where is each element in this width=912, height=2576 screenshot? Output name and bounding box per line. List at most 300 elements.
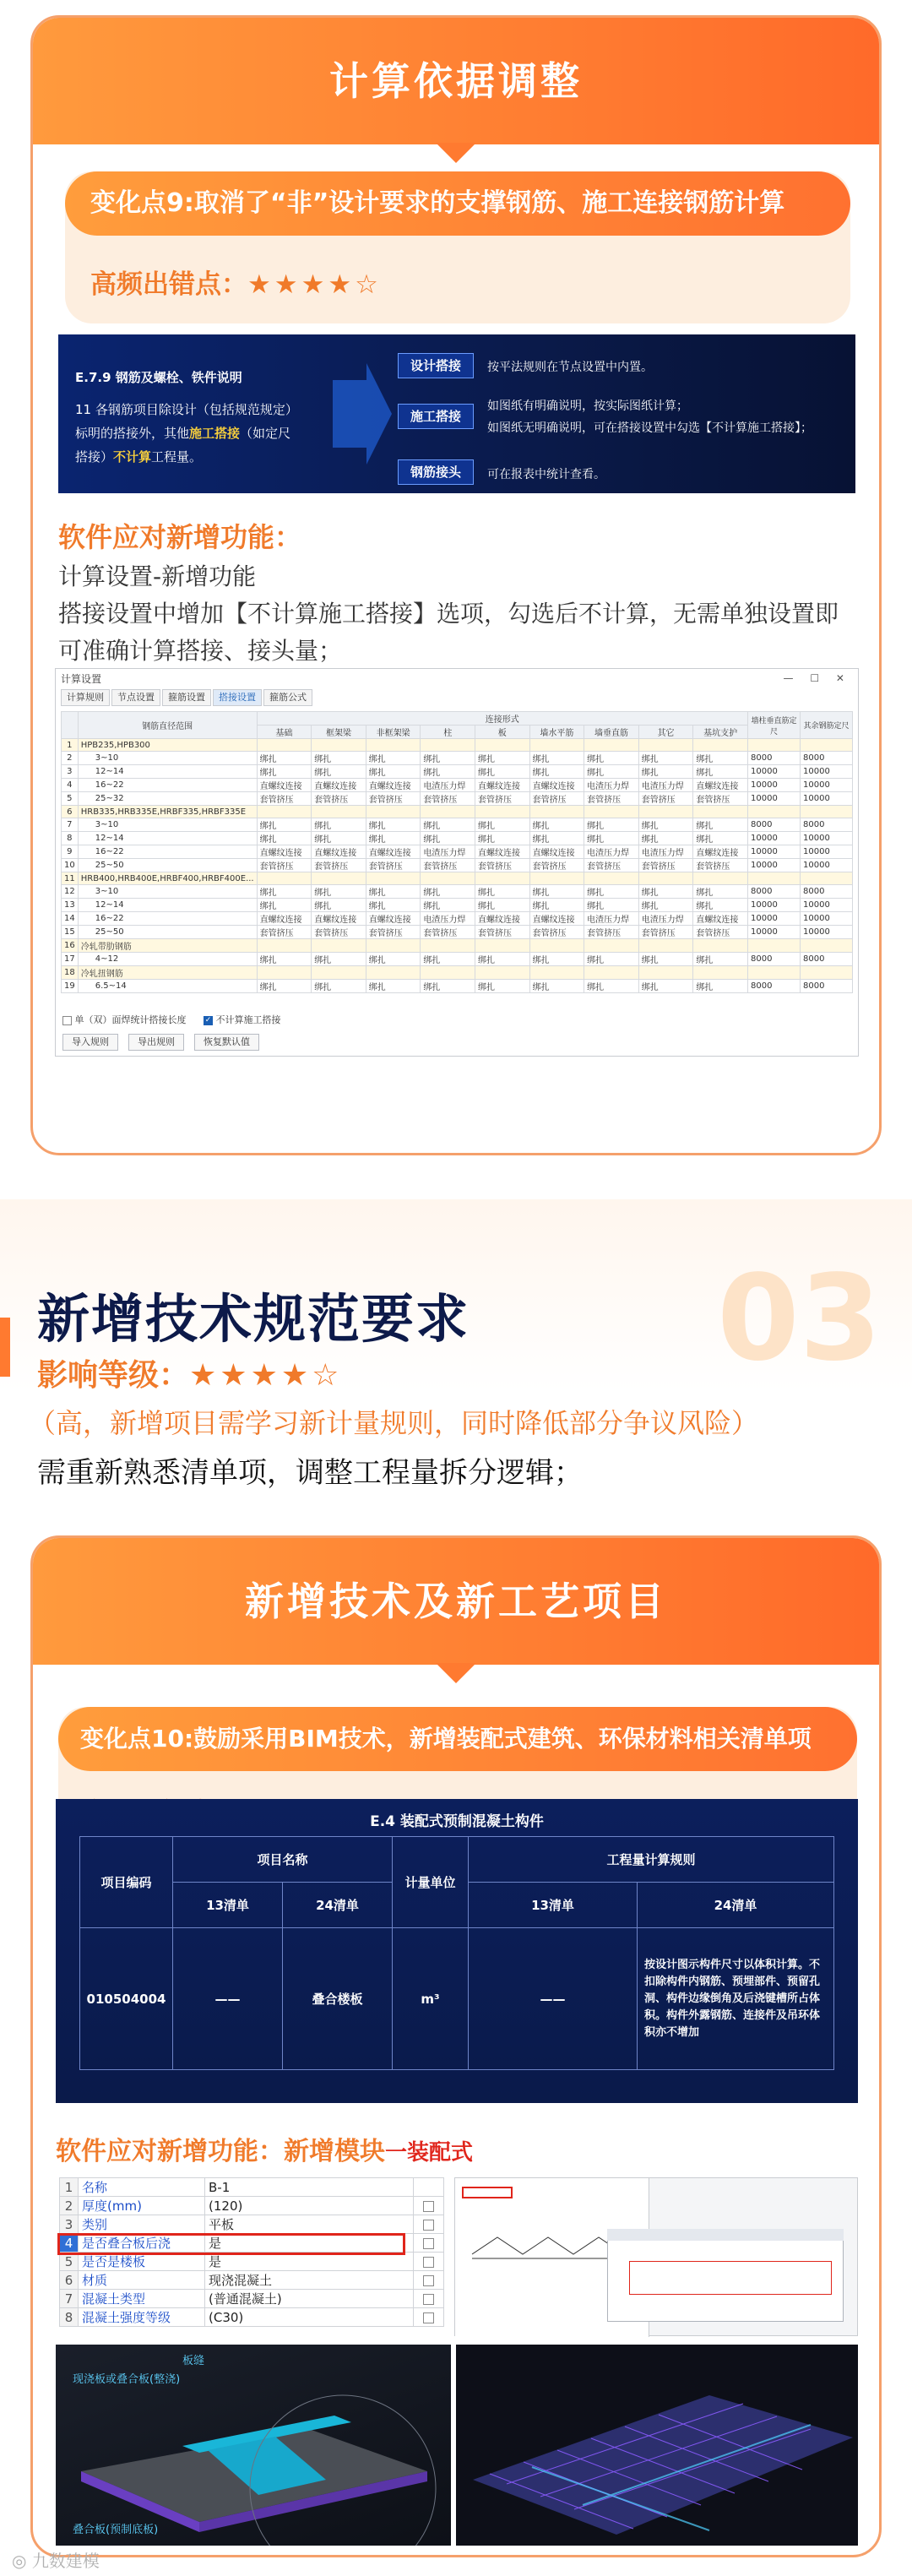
conn-cell[interactable]: 直螺纹连接 bbox=[312, 912, 366, 926]
conn-cell[interactable]: 绑扎 bbox=[693, 832, 748, 845]
conn-cell[interactable]: 电渣压力焊 bbox=[638, 779, 693, 792]
conn-cell[interactable] bbox=[475, 739, 529, 752]
conn-cell[interactable]: 绑扎 bbox=[693, 818, 748, 832]
conn-cell[interactable]: 直螺纹连接 bbox=[475, 845, 529, 859]
conn-cell[interactable] bbox=[584, 739, 639, 752]
conn-cell[interactable]: 绑扎 bbox=[475, 818, 529, 832]
tab-stirrup-formula[interactable]: 箍筋公式 bbox=[263, 689, 312, 706]
conn-cell[interactable]: 绑扎 bbox=[312, 885, 366, 899]
conn-cell[interactable] bbox=[529, 739, 584, 752]
conn-cell[interactable]: 绑扎 bbox=[584, 765, 639, 779]
conn-cell[interactable]: 绑扎 bbox=[366, 953, 421, 966]
conn-cell[interactable]: 绑扎 bbox=[475, 980, 529, 993]
conn-cell[interactable]: 套管挤压 bbox=[312, 926, 366, 939]
col-rule-13: 13清单 bbox=[469, 1883, 638, 1928]
conn-cell[interactable]: 电渣压力焊 bbox=[421, 779, 475, 792]
conn-cell[interactable] bbox=[693, 806, 748, 818]
conn-cell[interactable]: 套管挤压 bbox=[421, 859, 475, 872]
conn-cell[interactable]: 绑扎 bbox=[529, 752, 584, 765]
restore-defaults-button[interactable]: 恢复默认值 bbox=[194, 1034, 259, 1051]
change-point-pill: 变化点10:鼓励采用BIM技术，新增装配式建筑、环保材料相关清单项 bbox=[58, 1707, 857, 1771]
conn-cell[interactable]: 套管挤压 bbox=[257, 859, 312, 872]
conn-cell[interactable] bbox=[312, 966, 366, 980]
conn-cell[interactable]: 直螺纹连接 bbox=[693, 779, 748, 792]
conn-cell[interactable] bbox=[312, 872, 366, 885]
conn-cell[interactable]: 直螺纹连接 bbox=[257, 779, 312, 792]
col-conn-3: 柱 bbox=[421, 726, 475, 739]
stock-length-cell[interactable]: 8000 bbox=[801, 885, 853, 899]
row-number: 4 bbox=[60, 2234, 79, 2253]
stock-length-cell[interactable]: 8000 bbox=[801, 980, 853, 993]
property-checkbox[interactable] bbox=[414, 2197, 444, 2215]
stock-length-cell[interactable]: 8000 bbox=[748, 953, 801, 966]
conn-cell[interactable] bbox=[421, 806, 475, 818]
conn-cell[interactable] bbox=[638, 966, 693, 980]
conn-cell[interactable]: 绑扎 bbox=[366, 818, 421, 832]
conn-cell[interactable] bbox=[584, 806, 639, 818]
stock-length-cell[interactable]: 10000 bbox=[801, 859, 853, 872]
conn-cell[interactable]: 电渣压力焊 bbox=[421, 912, 475, 926]
stock-length-cell[interactable]: 8000 bbox=[801, 752, 853, 765]
grid-row bbox=[62, 779, 853, 792]
conn-cell[interactable]: 绑扎 bbox=[529, 765, 584, 779]
row-number: 11 bbox=[62, 872, 79, 885]
conn-cell[interactable] bbox=[366, 806, 421, 818]
conn-cell[interactable]: 绑扎 bbox=[475, 752, 529, 765]
conn-cell[interactable]: 绑扎 bbox=[584, 818, 639, 832]
conn-cell[interactable]: 绑扎 bbox=[366, 980, 421, 993]
property-name: 混凝土类型 bbox=[79, 2290, 205, 2308]
conn-cell[interactable]: 套管挤压 bbox=[366, 926, 421, 939]
conn-cell[interactable] bbox=[693, 939, 748, 953]
conn-cell[interactable]: 绑扎 bbox=[366, 752, 421, 765]
opt-double-weld[interactable]: 单（双）面焊统计搭接长度 bbox=[62, 1013, 187, 1026]
conn-cell[interactable] bbox=[529, 872, 584, 885]
conn-cell[interactable] bbox=[529, 939, 584, 953]
property-value[interactable]: (C30) bbox=[205, 2308, 414, 2327]
conn-cell[interactable]: 绑扎 bbox=[638, 899, 693, 912]
stock-length-cell[interactable]: 10000 bbox=[748, 792, 801, 806]
conn-cell[interactable]: 绑扎 bbox=[638, 953, 693, 966]
conn-cell[interactable] bbox=[638, 872, 693, 885]
conn-cell[interactable] bbox=[475, 806, 529, 818]
row-number: 15 bbox=[62, 926, 79, 939]
stock-length-cell[interactable] bbox=[801, 966, 853, 980]
conn-cell[interactable]: 绑扎 bbox=[475, 832, 529, 845]
conn-cell[interactable]: 套管挤压 bbox=[529, 859, 584, 872]
conn-cell[interactable] bbox=[257, 966, 312, 980]
conn-cell[interactable]: 绑扎 bbox=[312, 832, 366, 845]
stock-length-cell[interactable]: 10000 bbox=[801, 792, 853, 806]
conn-cell[interactable]: 套管挤压 bbox=[638, 792, 693, 806]
grade-group[interactable]: HRB335,HRB335E,HRBF335,HRBF335E bbox=[78, 806, 257, 818]
conn-cell[interactable]: 绑扎 bbox=[257, 752, 312, 765]
property-checkbox[interactable] bbox=[414, 2215, 444, 2234]
conn-cell[interactable]: 绑扎 bbox=[421, 980, 475, 993]
conn-cell[interactable]: 绑扎 bbox=[257, 818, 312, 832]
conn-cell[interactable]: 绑扎 bbox=[257, 980, 312, 993]
col-name-13: 13清单 bbox=[173, 1883, 283, 1928]
conn-cell[interactable]: 直螺纹连接 bbox=[693, 912, 748, 926]
conn-cell[interactable]: 电渣压力焊 bbox=[421, 845, 475, 859]
property-row bbox=[60, 2178, 444, 2197]
conn-cell[interactable]: 绑扎 bbox=[421, 899, 475, 912]
conn-cell[interactable]: 绑扎 bbox=[421, 953, 475, 966]
conn-cell[interactable]: 套管挤压 bbox=[693, 859, 748, 872]
conn-cell[interactable]: 绑扎 bbox=[693, 765, 748, 779]
grid-row bbox=[62, 939, 853, 953]
conn-cell[interactable] bbox=[638, 806, 693, 818]
conn-cell[interactable]: 绑扎 bbox=[693, 953, 748, 966]
conn-cell[interactable]: 绑扎 bbox=[584, 899, 639, 912]
conn-cell[interactable]: 绑扎 bbox=[693, 980, 748, 993]
conn-cell[interactable] bbox=[257, 872, 312, 885]
property-name: 厚度(mm) bbox=[79, 2197, 205, 2215]
conn-cell[interactable]: 绑扎 bbox=[638, 980, 693, 993]
conn-cell[interactable]: 绑扎 bbox=[529, 832, 584, 845]
row-number: 13 bbox=[62, 899, 79, 912]
conn-cell[interactable] bbox=[366, 872, 421, 885]
col-conn-8: 基坑支护 bbox=[693, 726, 748, 739]
conn-cell[interactable]: 绑扎 bbox=[584, 980, 639, 993]
e4-caption: E.4 装配式预制混凝土构件 bbox=[370, 1813, 544, 1830]
tab-calc-rules[interactable]: 计算规则 bbox=[61, 689, 110, 706]
conn-cell[interactable]: 绑扎 bbox=[257, 899, 312, 912]
conn-cell[interactable] bbox=[366, 939, 421, 953]
checkbox-icon[interactable] bbox=[423, 2220, 434, 2231]
conn-cell[interactable]: 绑扎 bbox=[638, 885, 693, 899]
stock-length-cell[interactable]: 10000 bbox=[748, 899, 801, 912]
conn-cell[interactable]: 直螺纹连接 bbox=[257, 845, 312, 859]
conn-cell[interactable]: 绑扎 bbox=[693, 885, 748, 899]
conn-cell[interactable]: 直螺纹连接 bbox=[312, 779, 366, 792]
property-value[interactable]: (普通混凝土) bbox=[205, 2290, 414, 2308]
grade-group[interactable]: HRB400,HRB400E,HRBF400,HRBF400E... bbox=[78, 872, 257, 885]
conn-cell[interactable] bbox=[312, 806, 366, 818]
conn-cell[interactable]: 绑扎 bbox=[366, 899, 421, 912]
stock-length-cell[interactable]: 10000 bbox=[748, 926, 801, 939]
conn-cell[interactable]: 绑扎 bbox=[421, 752, 475, 765]
impact-desc: 需重新熟悉清单项，调整工程量拆分逻辑； bbox=[37, 1456, 583, 1490]
freq-label: 高频出错点： bbox=[90, 269, 247, 300]
property-name: 是否是楼板 bbox=[79, 2253, 205, 2271]
stock-length-cell[interactable]: 10000 bbox=[801, 926, 853, 939]
conn-cell[interactable]: 套管挤压 bbox=[312, 792, 366, 806]
checkbox-icon[interactable] bbox=[423, 2294, 434, 2305]
property-checkbox[interactable] bbox=[414, 2271, 444, 2290]
conn-cell[interactable]: 绑扎 bbox=[257, 953, 312, 966]
conn-cell[interactable] bbox=[584, 939, 639, 953]
conn-cell[interactable]: 直螺纹连接 bbox=[529, 912, 584, 926]
conn-cell[interactable]: 绑扎 bbox=[312, 899, 366, 912]
watermark-logo-icon: ◎ bbox=[12, 2551, 32, 2571]
stock-length-cell[interactable] bbox=[748, 739, 801, 752]
stock-length-cell[interactable] bbox=[748, 966, 801, 980]
conn-cell[interactable]: 套管挤压 bbox=[421, 926, 475, 939]
conn-cell[interactable]: 直螺纹连接 bbox=[475, 912, 529, 926]
row-number: 12 bbox=[62, 885, 79, 899]
stock-length-cell[interactable] bbox=[748, 939, 801, 953]
section-accent-bar bbox=[0, 1318, 10, 1377]
diameter-range: 4~12 bbox=[78, 953, 257, 966]
conn-cell[interactable] bbox=[693, 872, 748, 885]
conn-cell[interactable] bbox=[529, 806, 584, 818]
conn-cell[interactable]: 绑扎 bbox=[475, 953, 529, 966]
opt-no-construction-lap[interactable]: ✓ 不计算施工搭接 bbox=[204, 1014, 281, 1025]
tab-node-settings[interactable]: 节点设置 bbox=[111, 689, 160, 706]
conn-cell[interactable]: 绑扎 bbox=[312, 765, 366, 779]
property-value[interactable]: 是 bbox=[205, 2234, 414, 2253]
checkbox-checked-icon[interactable]: ✓ bbox=[204, 1015, 212, 1024]
model-view-right bbox=[456, 2345, 858, 2546]
conn-cell[interactable]: 绑扎 bbox=[638, 752, 693, 765]
conn-cell[interactable] bbox=[475, 872, 529, 885]
conn-cell[interactable]: 绑扎 bbox=[312, 980, 366, 993]
conn-cell[interactable] bbox=[366, 966, 421, 980]
conn-cell[interactable] bbox=[257, 939, 312, 953]
conn-cell[interactable]: 绑扎 bbox=[529, 818, 584, 832]
checkbox-icon[interactable] bbox=[62, 1016, 72, 1025]
conn-cell[interactable]: 套管挤压 bbox=[312, 859, 366, 872]
conn-cell[interactable]: 套管挤压 bbox=[529, 792, 584, 806]
conn-cell[interactable]: 套管挤压 bbox=[584, 926, 639, 939]
stock-length-cell[interactable]: 10000 bbox=[801, 779, 853, 792]
conn-cell[interactable] bbox=[475, 966, 529, 980]
conn-cell[interactable]: 绑扎 bbox=[421, 885, 475, 899]
property-checkbox[interactable] bbox=[414, 2308, 444, 2327]
conn-cell[interactable]: 套管挤压 bbox=[257, 792, 312, 806]
conn-cell[interactable]: 绑扎 bbox=[638, 832, 693, 845]
stock-length-cell[interactable]: 8000 bbox=[801, 953, 853, 966]
property-name: 材质 bbox=[79, 2271, 205, 2290]
conn-cell[interactable]: 电渣压力焊 bbox=[638, 912, 693, 926]
property-name: 混凝土强度等级 bbox=[79, 2308, 205, 2327]
conn-cell[interactable]: 绑扎 bbox=[312, 818, 366, 832]
property-value[interactable]: 平板 bbox=[205, 2215, 414, 2234]
conn-cell[interactable]: 套管挤压 bbox=[584, 792, 639, 806]
export-rules-button[interactable]: 导出规则 bbox=[128, 1034, 184, 1051]
software-title-2: 软件应对新增功能：新增模块一装配式 bbox=[56, 2137, 474, 2166]
conn-cell[interactable]: 绑扎 bbox=[584, 885, 639, 899]
checkbox-icon[interactable] bbox=[423, 2275, 434, 2286]
col-conn-4: 板 bbox=[475, 726, 529, 739]
conn-cell[interactable]: 直螺纹连接 bbox=[312, 845, 366, 859]
conn-cell[interactable]: 绑扎 bbox=[584, 752, 639, 765]
conn-cell[interactable]: 套管挤压 bbox=[638, 926, 693, 939]
tab-lap-settings[interactable]: 搭接设置 bbox=[213, 689, 262, 706]
spec-line-2: 标明的搭接外，其他施工搭接（如定尺 bbox=[75, 426, 291, 441]
conn-cell[interactable]: 电渣压力焊 bbox=[638, 845, 693, 859]
stock-length-cell[interactable]: 10000 bbox=[748, 765, 801, 779]
conn-cell[interactable]: 套管挤压 bbox=[366, 792, 421, 806]
grade-group[interactable]: 冷轧扭钢筋 bbox=[78, 966, 257, 980]
diameter-range: 6.5~14 bbox=[78, 980, 257, 993]
stock-length-cell[interactable]: 10000 bbox=[801, 845, 853, 859]
grade-group[interactable]: 冷轧带肋钢筋 bbox=[78, 939, 257, 953]
conn-cell[interactable] bbox=[638, 739, 693, 752]
property-checkbox[interactable] bbox=[414, 2234, 444, 2253]
conn-cell[interactable]: 电渣压力焊 bbox=[584, 912, 639, 926]
conn-cell[interactable]: 直螺纹连接 bbox=[366, 779, 421, 792]
grid-row bbox=[62, 792, 853, 806]
col-len-other: 其余钢筋定尺 bbox=[801, 712, 853, 739]
property-value[interactable]: 现浇混凝土 bbox=[205, 2271, 414, 2290]
conn-cell[interactable]: 直螺纹连接 bbox=[529, 779, 584, 792]
conn-cell[interactable] bbox=[257, 806, 312, 818]
conn-cell[interactable] bbox=[475, 939, 529, 953]
label-cast-slab: 现浇板或叠合板(整浇) bbox=[73, 2373, 181, 2386]
conn-cell[interactable]: 绑扎 bbox=[529, 885, 584, 899]
conn-cell[interactable]: 绑扎 bbox=[312, 752, 366, 765]
conn-cell[interactable]: 直螺纹连接 bbox=[693, 845, 748, 859]
conn-cell[interactable]: 套管挤压 bbox=[257, 926, 312, 939]
tag-construction-lap-text-2: 如图纸无明确说明，可在搭接设置中勾选【不计算施工搭接】； bbox=[487, 421, 812, 435]
label-joint: 板缝 bbox=[182, 2355, 205, 2367]
stock-length-cell[interactable]: 10000 bbox=[748, 832, 801, 845]
conn-cell[interactable]: 直螺纹连接 bbox=[529, 845, 584, 859]
conn-cell[interactable] bbox=[257, 739, 312, 752]
import-rules-button[interactable]: 导入规则 bbox=[62, 1034, 118, 1051]
conn-cell[interactable]: 套管挤压 bbox=[638, 859, 693, 872]
checkbox-icon[interactable] bbox=[423, 2238, 434, 2249]
conn-cell[interactable]: 套管挤压 bbox=[584, 859, 639, 872]
property-value[interactable]: B-1 bbox=[205, 2178, 414, 2197]
conn-cell[interactable] bbox=[312, 939, 366, 953]
stock-length-cell[interactable]: 10000 bbox=[748, 779, 801, 792]
conn-cell[interactable]: 套管挤压 bbox=[693, 926, 748, 939]
conn-cell[interactable]: 直螺纹连接 bbox=[366, 845, 421, 859]
conn-cell[interactable]: 电渣压力焊 bbox=[584, 845, 639, 859]
conn-cell[interactable]: 绑扎 bbox=[584, 953, 639, 966]
grade-group[interactable]: HPB235,HPB300 bbox=[78, 739, 257, 752]
conn-cell[interactable] bbox=[421, 739, 475, 752]
conn-cell[interactable] bbox=[693, 739, 748, 752]
conn-cell[interactable]: 绑扎 bbox=[366, 832, 421, 845]
stock-length-cell[interactable] bbox=[748, 872, 801, 885]
conn-cell[interactable]: 套管挤压 bbox=[475, 859, 529, 872]
stock-length-cell[interactable]: 8000 bbox=[748, 752, 801, 765]
conn-cell[interactable]: 绑扎 bbox=[638, 818, 693, 832]
stock-length-cell[interactable]: 8000 bbox=[748, 818, 801, 832]
tab-stirrup-settings[interactable]: 箍筋设置 bbox=[162, 689, 211, 706]
stock-length-cell[interactable]: 8000 bbox=[801, 818, 853, 832]
property-row bbox=[60, 2215, 444, 2234]
col-conn-7: 其它 bbox=[638, 726, 693, 739]
stock-length-cell[interactable]: 10000 bbox=[748, 845, 801, 859]
row-number: 3 bbox=[60, 2215, 79, 2234]
conn-cell[interactable]: 绑扎 bbox=[366, 765, 421, 779]
stock-length-cell[interactable]: 10000 bbox=[748, 912, 801, 926]
conn-cell[interactable]: 绑扎 bbox=[257, 832, 312, 845]
conn-cell[interactable] bbox=[638, 939, 693, 953]
conn-cell[interactable] bbox=[421, 872, 475, 885]
conn-cell[interactable]: 直螺纹连接 bbox=[257, 912, 312, 926]
property-row bbox=[60, 2290, 444, 2308]
property-value[interactable]: (120) bbox=[205, 2197, 414, 2215]
conn-cell[interactable]: 绑扎 bbox=[584, 832, 639, 845]
conn-cell[interactable]: 绑扎 bbox=[366, 885, 421, 899]
conn-cell[interactable]: 绑扎 bbox=[421, 818, 475, 832]
conn-cell[interactable]: 直螺纹连接 bbox=[366, 912, 421, 926]
property-checkbox[interactable] bbox=[414, 2253, 444, 2271]
conn-cell[interactable] bbox=[529, 966, 584, 980]
conn-cell[interactable]: 套管挤压 bbox=[475, 792, 529, 806]
conn-cell[interactable]: 电渣压力焊 bbox=[584, 779, 639, 792]
conn-cell[interactable]: 套管挤压 bbox=[366, 859, 421, 872]
model-view-left bbox=[56, 2345, 451, 2546]
conn-cell[interactable]: 绑扎 bbox=[693, 899, 748, 912]
grid-row bbox=[62, 885, 853, 899]
conn-cell[interactable]: 绑扎 bbox=[638, 765, 693, 779]
stock-length-cell[interactable] bbox=[748, 806, 801, 818]
conn-cell[interactable] bbox=[693, 966, 748, 980]
conn-cell[interactable] bbox=[421, 939, 475, 953]
conn-cell[interactable] bbox=[584, 872, 639, 885]
conn-cell[interactable]: 绑扎 bbox=[421, 765, 475, 779]
conn-cell[interactable]: 套管挤压 bbox=[421, 792, 475, 806]
conn-cell[interactable]: 套管挤压 bbox=[475, 926, 529, 939]
stock-length-cell[interactable] bbox=[801, 739, 853, 752]
row-number: 1 bbox=[60, 2178, 79, 2197]
stock-length-cell[interactable]: 10000 bbox=[801, 899, 853, 912]
stock-length-cell[interactable] bbox=[801, 872, 853, 885]
conn-cell[interactable]: 绑扎 bbox=[475, 899, 529, 912]
col-conn-2: 非框架梁 bbox=[366, 726, 421, 739]
conn-cell[interactable]: 套管挤压 bbox=[693, 792, 748, 806]
settings-tabs bbox=[56, 689, 858, 706]
conn-cell[interactable]: 绑扎 bbox=[257, 765, 312, 779]
conn-cell[interactable]: 绑扎 bbox=[421, 832, 475, 845]
software-desc: 计算设置-新增功能 搭接设置中增加【不计算施工搭接】选项，勾选后不计算，无需单独设置即 可准确计算搭接、接头量； bbox=[58, 562, 839, 665]
conn-cell[interactable]: 绑扎 bbox=[529, 899, 584, 912]
conn-cell[interactable] bbox=[312, 739, 366, 752]
conn-cell[interactable] bbox=[366, 739, 421, 752]
stock-length-cell[interactable]: 8000 bbox=[748, 885, 801, 899]
property-value[interactable]: 是 bbox=[205, 2253, 414, 2271]
stock-length-cell[interactable]: 8000 bbox=[748, 980, 801, 993]
stock-length-cell[interactable]: 10000 bbox=[748, 859, 801, 872]
conn-cell[interactable]: 套管挤压 bbox=[529, 926, 584, 939]
checkbox-icon[interactable] bbox=[423, 2201, 434, 2212]
conn-cell[interactable] bbox=[584, 966, 639, 980]
freq-row bbox=[90, 263, 382, 301]
conn-cell[interactable]: 绑扎 bbox=[312, 953, 366, 966]
property-checkbox[interactable] bbox=[414, 2290, 444, 2308]
conn-cell[interactable]: 直螺纹连接 bbox=[475, 779, 529, 792]
stock-length-cell[interactable] bbox=[801, 806, 853, 818]
col-diameter: 钢筋直径范围 bbox=[78, 712, 257, 739]
checkbox-icon[interactable] bbox=[423, 2257, 434, 2268]
row-number: 8 bbox=[62, 832, 79, 845]
conn-cell[interactable]: 绑扎 bbox=[529, 980, 584, 993]
stock-length-cell[interactable]: 10000 bbox=[801, 832, 853, 845]
conn-cell[interactable]: 绑扎 bbox=[257, 885, 312, 899]
row-number: 8 bbox=[60, 2308, 79, 2327]
stock-length-cell[interactable] bbox=[801, 939, 853, 953]
grid-row bbox=[62, 739, 853, 752]
conn-cell[interactable]: 绑扎 bbox=[529, 953, 584, 966]
conn-cell[interactable]: 绑扎 bbox=[693, 752, 748, 765]
property-checkbox[interactable] bbox=[414, 2178, 444, 2197]
grid-row bbox=[62, 806, 853, 818]
conn-cell[interactable] bbox=[421, 966, 475, 980]
conn-cell[interactable]: 绑扎 bbox=[475, 885, 529, 899]
conn-cell[interactable]: 绑扎 bbox=[475, 765, 529, 779]
stock-length-cell[interactable]: 10000 bbox=[801, 912, 853, 926]
row-number: 3 bbox=[62, 765, 79, 779]
checkbox-icon[interactable] bbox=[423, 2312, 434, 2323]
stock-length-cell[interactable]: 10000 bbox=[801, 765, 853, 779]
